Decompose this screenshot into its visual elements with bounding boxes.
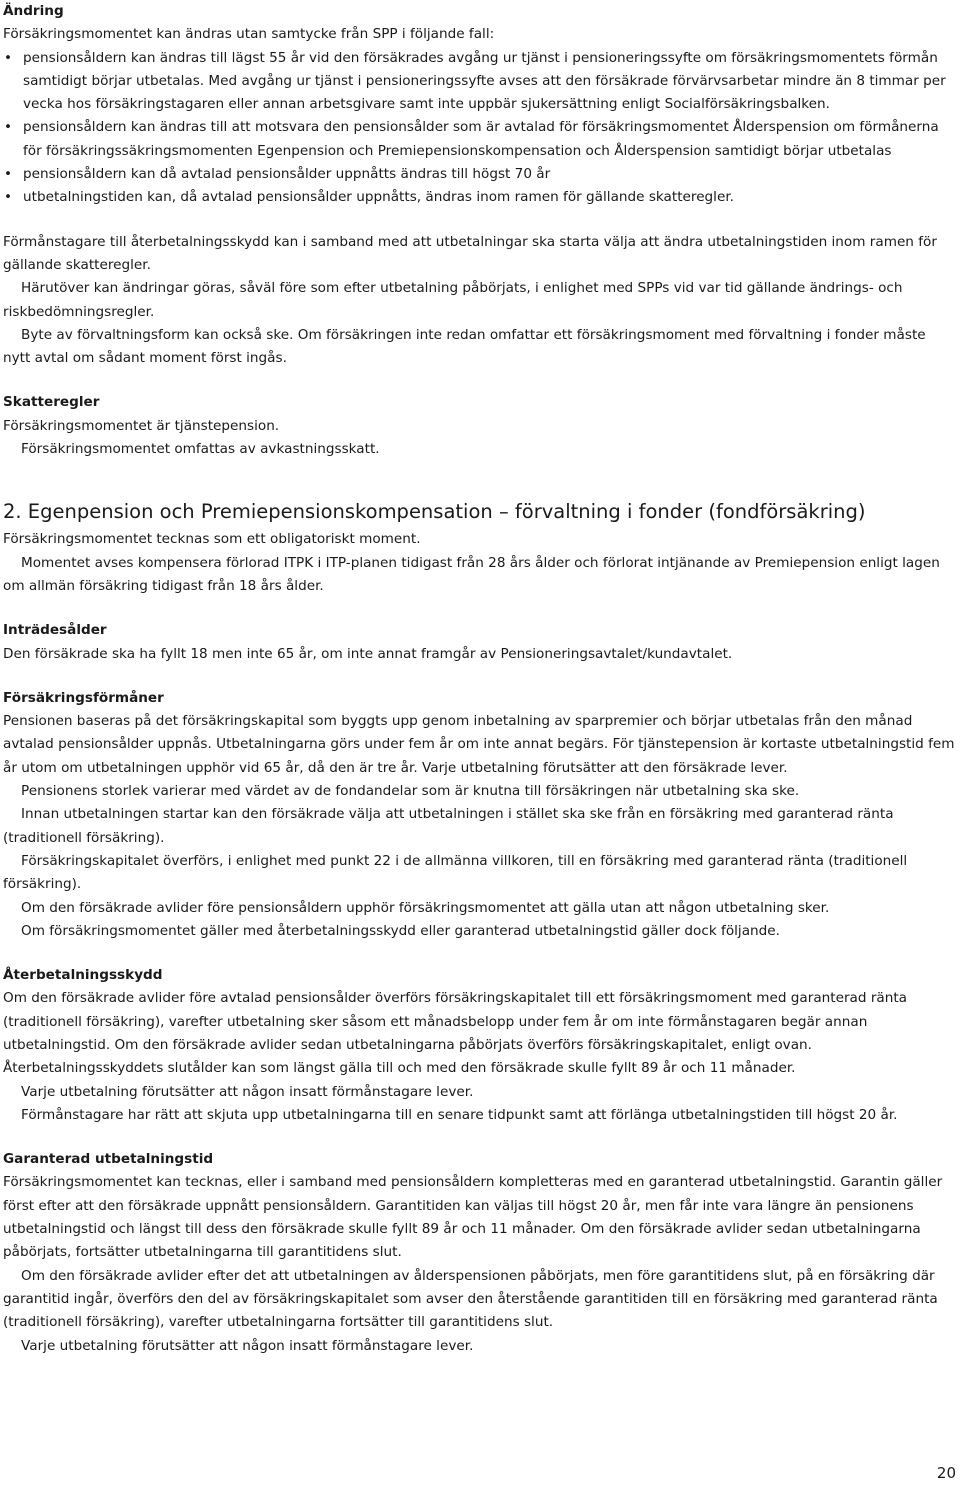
section-2-paragraph: Momentet avses kompensera förlorad ITPK i ITP-planen tidigast från 28 års ålder och förlorat intjänande av Premiepension enligt lagen om allmän försäkring tidigast från 18 års ålder. [3, 554, 940, 594]
andring-intro: Försäkringsmomentet kan ändras utan samtycke från SPP i följande fall: [3, 26, 495, 43]
heading-intradesalder: Inträdesålder [3, 622, 107, 639]
section-2-paragraph: Försäkringsmomentet tecknas som ett obligatoriskt moment. [3, 531, 421, 548]
heading-garanterad-utbetalningstid: Garanterad utbetalningstid [3, 1151, 214, 1168]
andring-paragraph: Förmånstagare till återbetalningsskydd kan i samband med att utbetalningar ska starta välja att ändra utbetalningstiden inom ramen för gällande skatteregler. [3, 233, 937, 273]
garanterad-paragraph: Om den försäkrade avlider efter det att utbetalningen av ålderspensionen påbörjats, men före garantitidens slut, på en försäkring där garantitid ingår, överförs den del av försäkringskapitalet som avser den återstående garantitiden till en försäkring med garanterad ränta (traditionell försäkring), varefter utbetalningarna fortsätter till garantitidens slut. [3, 1267, 938, 1331]
heading-forsakringsformaner: Försäkringsförmåner [3, 689, 164, 706]
list-item: • pensionsåldern kan ändras till att motsvara den pensionsålder som är avtalad för försäkringsmomentet Ålderspension om förmånerna för försäkringssäkringsmomenten Egenpension och Premiepensionskompensation och Ålderspension samtidigt börjar utbetalas [3, 116, 955, 163]
aterbetalning-paragraph: Om den försäkrade avlider före avtalad pensionsålder överförs försäkringskapitalet till ett försäkringsmoment med garanterad ränta (traditionell försäkring), varefter utbetalning sker såsom ett månadsbelopp under fem år om inte förmånstagaren begär annan utbetalningstid. Om den försäkrade avlider sedan utbetalningarna påbörjats överförs försäkringskapitalet, enligt ovan. Återbetalningsskyddets slutålder kan som längst gälla till och med den försäkrade skulle fyllt 89 år och 11 månader. [3, 990, 908, 1077]
formaner-paragraph: Om försäkringsmomentet gäller med återbetalningsskydd eller garanterad utbetalningstid gäller dock följande. [21, 922, 780, 939]
formaner-paragraph: Försäkringskapitalet överförs, i enlighet med punkt 22 i de allmänna villkoren, till en försäkring med garanterad ränta (traditionell försäkring). [3, 852, 908, 893]
formaner-paragraph: Pensionen baseras på det försäkringskapital som byggts upp genom inbetalning av sparpremier och börjar utbetalas från den månad avtalad pensionsålder uppnås. Utbetalningarna görs under fem år om inte annat begärs. För tjänstepension är kortaste utbetalningstid fem år utom om utbetalningen upphör vid 65 år, då den är tre år. Varje utbetalning förutsätter att den försäkrade lever. [3, 713, 955, 776]
heading-andring: Ändring [3, 3, 64, 19]
garanterad-paragraph: Varje utbetalning förutsätter att någon insatt förmånstagare lever. [21, 1337, 474, 1354]
andring-paragraph: Härutöver kan ändringar göras, såväl före som efter utbetalning påbörjats, i enlighet med SPPs vid var tid gällande ändrings- och riskbedömningsregler. [3, 280, 903, 320]
skatteregler-line: Försäkringsmomentet omfattas av avkastningsskatt. [21, 441, 380, 458]
aterbetalning-paragraph: Varje utbetalning förutsätter att någon insatt förmånstagare lever. [21, 1083, 474, 1100]
formaner-paragraph: Pensionens storlek varierar med värdet av de fondandelar som är knutna till försäkringen när utbetalning ska ske. [21, 783, 800, 800]
skatteregler-line: Försäkringsmomentet är tjänstepension. [3, 417, 280, 434]
intradesalder-text: Den försäkrade ska ha fyllt 18 men inte 65 år, om inte annat framgår av Pensioneringsavtalet/kundavtalet. [3, 645, 733, 662]
andring-list [3, 47, 955, 210]
document-page [3, 0, 955, 1358]
heading-skatteregler: Skatteregler [3, 394, 100, 411]
list-item: • pensionsåldern kan då avtalad pensionsålder uppnåtts ändras till högst 70 år [3, 163, 955, 186]
aterbetalning-paragraph: Förmånstagare har rätt att skjuta upp utbetalningarna till en senare tidpunkt samt att förlänga utbetalningstiden till högst 20 år. [21, 1106, 898, 1123]
list-item: • utbetalningstiden kan, då avtalad pensionsålder uppnåtts, ändras inom ramen för gällande skatteregler. [3, 186, 955, 209]
formaner-paragraph: Innan utbetalningen startar kan den försäkrade välja att utbetalningen i stället ska ske från en försäkring med garanterad ränta (traditionell försäkring). [3, 806, 894, 846]
section-2-title: 2. Egenpension och Premiepensionskompensation – förvaltning i fonder (fondförsäkring) [3, 500, 866, 524]
garanterad-paragraph: Försäkringsmomentet kan tecknas, eller i samband med pensionsåldern kompletteras med en garanterad utbetalningstid. Garantin gäller först efter att den försäkrade uppnått pensionsåldern. Garantitiden kan väljas till högst 20 år, men får inte vara längre än pensionens utbetalningstid och längst till dess den försäkrade skulle fyllt 89 år och 11 månader. Om den försäkrade avlider sedan utbetalningarna påbörjats, fortsätter utbetalningarna till garantitidens slut. [3, 1174, 943, 1261]
list-item: • pensionsåldern kan ändras till lägst 55 år vid den försäkrades avgång ur tjänst i pensioneringssyfte om försäkringsmomentets förmån samtidigt börjar utbetalas. Med avgång ur tjänst i pensioneringssyfte avses att den försäkrade förvärvsarbetar mindre än 8 timmar per vecka hos försäkringstagaren eller annan arbetsgivare samt inte uppbär sjukersättning enligt Socialförsäkringsbalken. [3, 47, 955, 117]
heading-aterbetalningsskydd: Återbetalningsskydd [3, 967, 163, 984]
andring-paragraph: Byte av förvaltningsform kan också ske. Om försäkringen inte redan omfattar ett försäkringsmoment med förvaltning i fonder måste nytt avtal om sådant moment först ingås. [3, 326, 926, 367]
page-number: 20 [936, 1464, 956, 1482]
formaner-paragraph: Om den försäkrade avlider före pensionsåldern upphör försäkringsmomentet att gälla utan att någon utbetalning sker. [21, 899, 830, 916]
